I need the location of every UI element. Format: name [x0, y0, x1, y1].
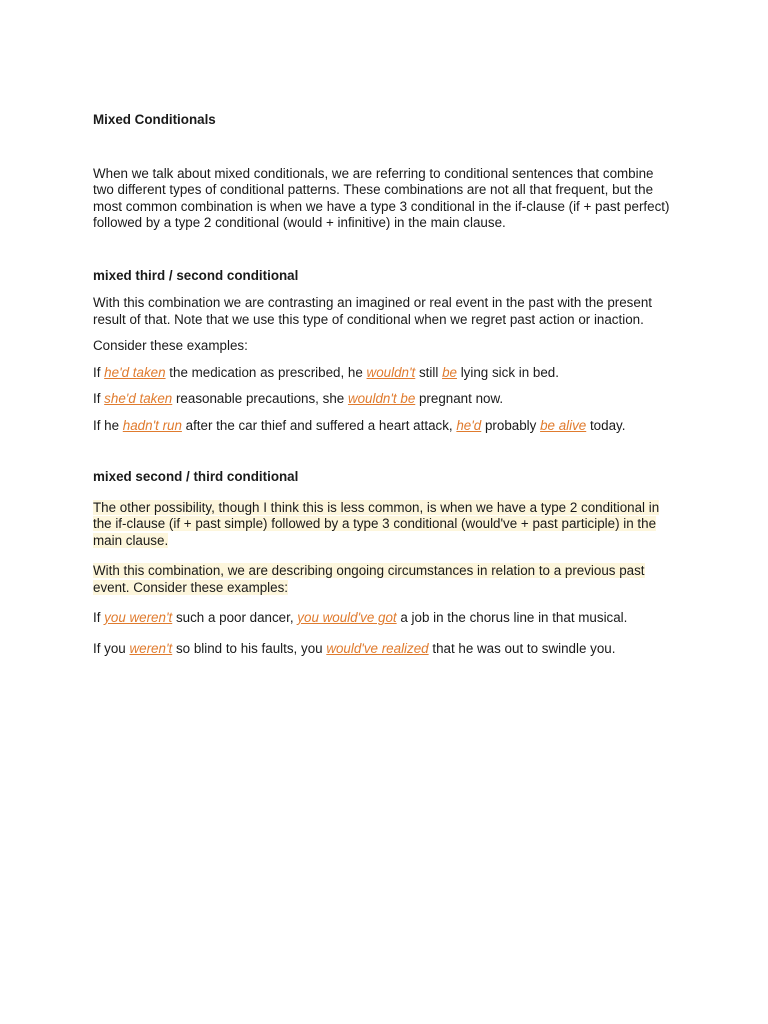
- section-heading-third-second: mixed third / second conditional: [93, 267, 299, 283]
- example-emphasis: wouldn't: [366, 364, 416, 380]
- example-text: so blind to his faults, you: [172, 640, 327, 656]
- example-emphasis: be alive: [540, 417, 587, 433]
- example-emphasis: would've realized: [326, 640, 429, 656]
- section2-consider: [93, 563, 678, 596]
- example-emphasis: you would've got: [297, 610, 397, 625]
- section-heading-second-third: mixed second / third conditional: [93, 469, 299, 484]
- example-text: a job in the chorus line in that musical.: [396, 610, 628, 625]
- example-sentence: [93, 365, 678, 382]
- example-emphasis: you weren't: [104, 610, 173, 625]
- example-emphasis: he'd: [456, 417, 482, 433]
- example-sentence: [93, 610, 678, 627]
- example-text: reasonable precautions, she: [172, 391, 348, 406]
- example-text: still: [415, 364, 443, 380]
- document-page: [93, 112, 678, 657]
- intro-paragraph: When we talk about mixed conditionals, we are referring to conditional sentences that combine two different types of conditional patterns. These combinations are not all that frequent, but the most common combination is when we have a type 3 conditional in the if-clause (if + past perfect) followed by a type 2 conditional (would + infinitive) in the main clause.: [93, 165, 670, 230]
- example-emphasis: weren't: [129, 640, 173, 656]
- example-sentence: [93, 391, 678, 408]
- example-text: pregnant now.: [415, 391, 504, 406]
- example-text: that he was out to swindle you.: [428, 640, 616, 656]
- section1-paragraph: With this combination we are contrasting an imagined or real event in the past with the present result of that. Note that we use this type of conditional when we regret past action or inaction.: [93, 295, 652, 327]
- example-emphasis: hadn't run: [122, 417, 182, 433]
- section2-paragraph: [93, 500, 678, 550]
- example-text: If: [93, 391, 105, 406]
- example-text: If: [93, 364, 105, 380]
- example-emphasis: be: [442, 364, 457, 380]
- document-title: Mixed Conditionals: [93, 112, 216, 127]
- example-text: today.: [586, 417, 626, 433]
- example-text: If he: [93, 417, 123, 433]
- example-sentence: [93, 641, 678, 658]
- example-text: probably: [481, 417, 541, 433]
- example-text: lying sick in bed.: [456, 364, 559, 380]
- example-text: If: [93, 610, 105, 625]
- example-text: the medication as prescribed, he: [165, 364, 367, 380]
- example-text: such a poor dancer,: [172, 610, 298, 625]
- highlighted-text: With this combination, we are describing ongoing circumstances in relation to a previous past event. Consider these examples:: [93, 563, 645, 595]
- example-emphasis: he'd taken: [104, 364, 166, 380]
- example-emphasis: she'd taken: [104, 391, 173, 406]
- highlighted-text: The other possibility, though I think this is less common, is when we have a type 2 conditional in the if-clause (if + past simple) followed by a type 3 conditional (would've + past participle) in the main clause.: [93, 499, 660, 548]
- example-emphasis: wouldn't be: [347, 391, 416, 406]
- example-text: If you: [93, 640, 130, 656]
- section1-consider: Consider these examples:: [93, 338, 248, 353]
- example-text: after the car thief and suffered a heart attack,: [181, 417, 457, 433]
- example-sentence: [93, 418, 678, 435]
